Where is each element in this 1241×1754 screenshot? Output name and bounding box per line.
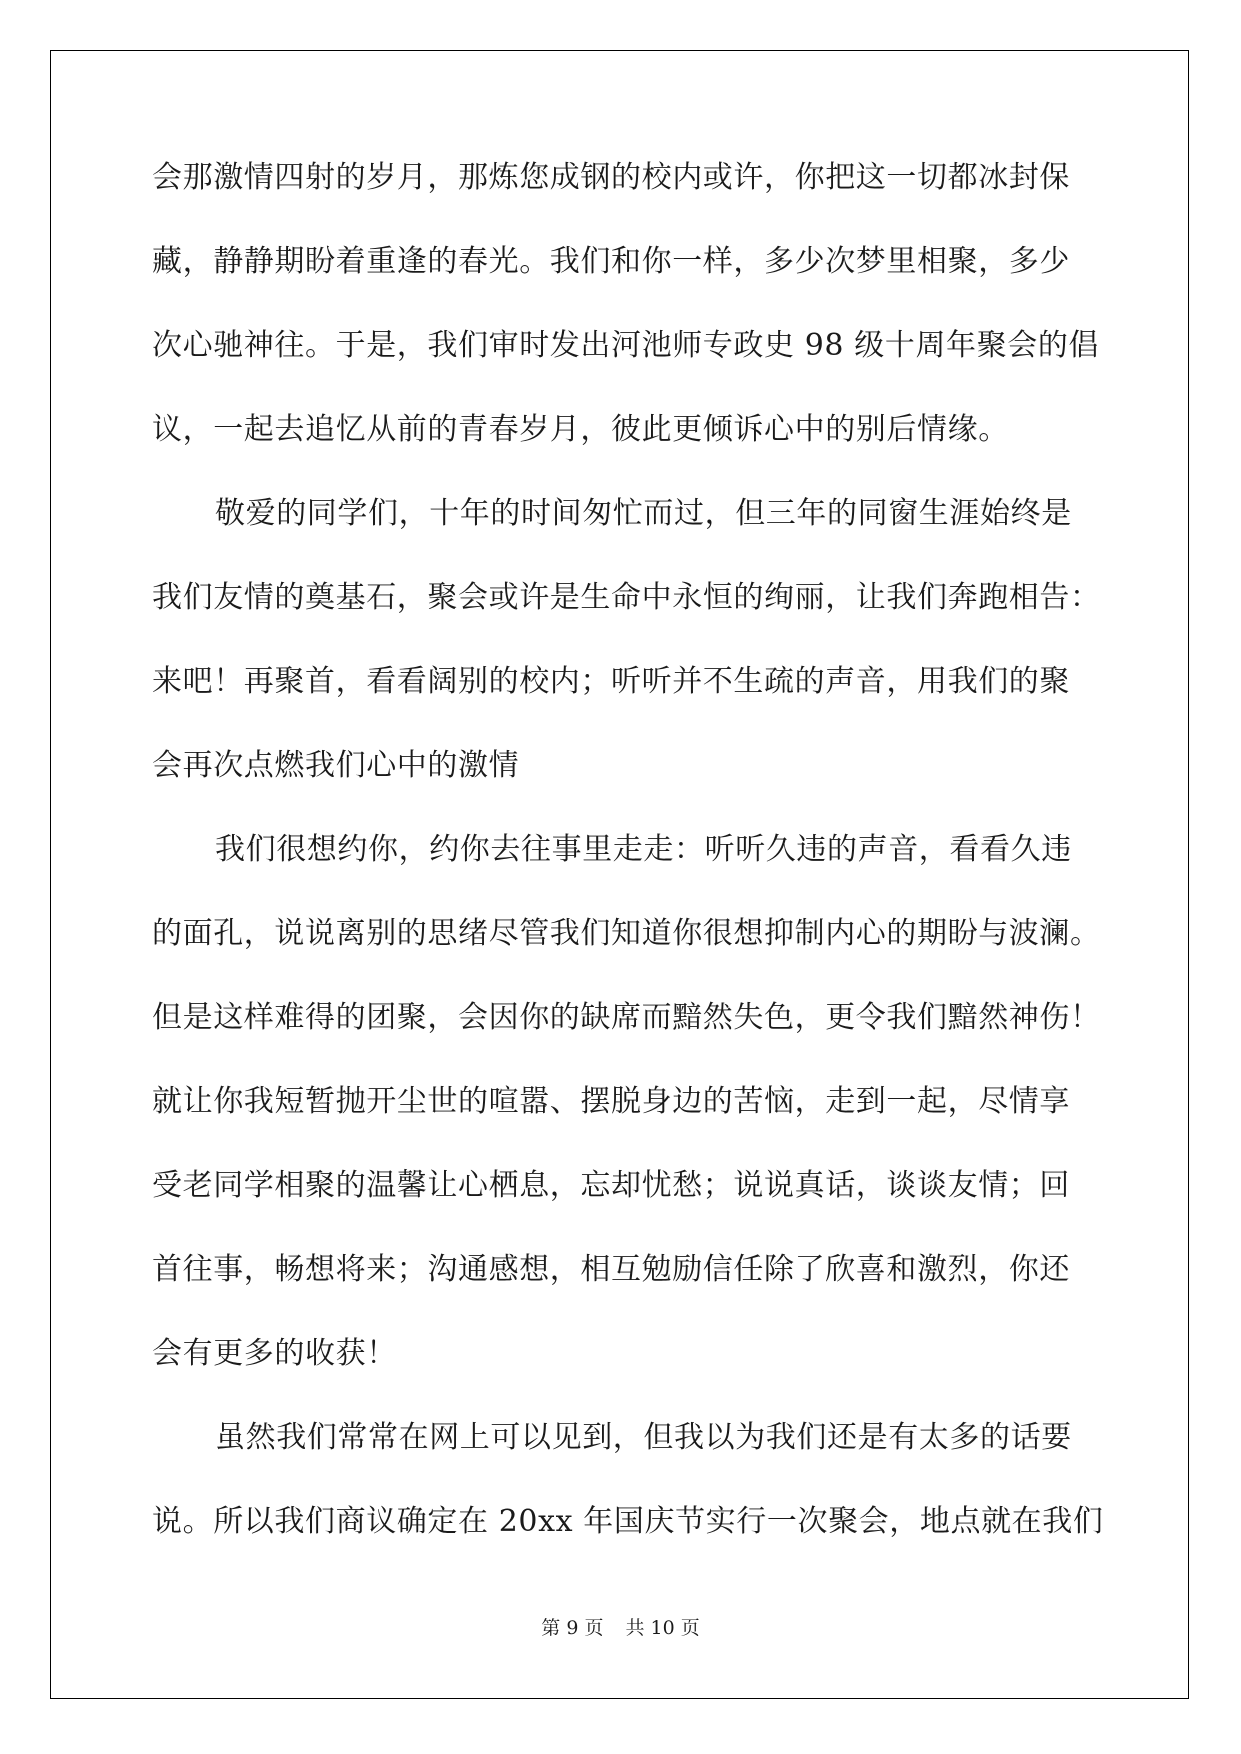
- page-number: 第 9 页: [541, 1617, 604, 1639]
- paragraph-first-line: 虽然我们常常在网上可以见到，但我以为我们还是有太多的话要: [215, 1420, 1072, 1455]
- text-line: 会那激情四射的岁月，那炼您成钢的校内或许，你把这一切都冰封保: [152, 160, 1070, 195]
- text-line: 说。所以我们商议确定在 20xx 年国庆节实行一次聚会，地点就在我们: [152, 1504, 1104, 1539]
- text-line: 首往事，畅想将来；沟通感想，相互勉励信任除了欣喜和激烈，你还: [152, 1252, 1070, 1287]
- text-line: 来吧！再聚首，看看阔别的校内；听听并不生疏的声音，用我们的聚: [152, 664, 1070, 699]
- page-footer: [0, 1613, 1241, 1640]
- text-line: 但是这样难得的团聚，会因你的缺席而黯然失色，更令我们黯然神伤！: [152, 1000, 1101, 1035]
- paragraph-first-line: 敬爱的同学们，十年的时间匆忙而过，但三年的同窗生涯始终是: [215, 496, 1072, 531]
- text-line: 次心驰神往。于是，我们审时发出河池师专政史 98 级十周年聚会的倡: [152, 328, 1100, 363]
- page-total: 共 10 页: [625, 1617, 700, 1639]
- text-line: 我们友情的奠基石，聚会或许是生命中永恒的绚丽，让我们奔跑相告：: [152, 580, 1101, 615]
- document-body: [152, 158, 1104, 1586]
- text-line: 议，一起去追忆从前的青春岁月，彼此更倾诉心中的别后情缘。: [152, 412, 1009, 447]
- text-line: 的面孔，说说离别的思绪尽管我们知道你很想抑制内心的期盼与波澜。: [152, 916, 1101, 951]
- text-line: 藏，静静期盼着重逢的春光。我们和你一样，多少次梦里相聚，多少: [152, 244, 1070, 279]
- text-line: 会再次点燃我们心中的激情: [152, 748, 520, 783]
- text-line: 会有更多的收获！: [152, 1336, 397, 1371]
- text-line: 受老同学相聚的温馨让心栖息，忘却忧愁；说说真话，谈谈友情；回: [152, 1168, 1070, 1203]
- text-line: 就让你我短暂抛开尘世的喧嚣、摆脱身边的苦恼，走到一起，尽情享: [152, 1084, 1070, 1119]
- paragraph-first-line: 我们很想约你，约你去往事里走走：听听久违的声音，看看久违: [215, 832, 1072, 867]
